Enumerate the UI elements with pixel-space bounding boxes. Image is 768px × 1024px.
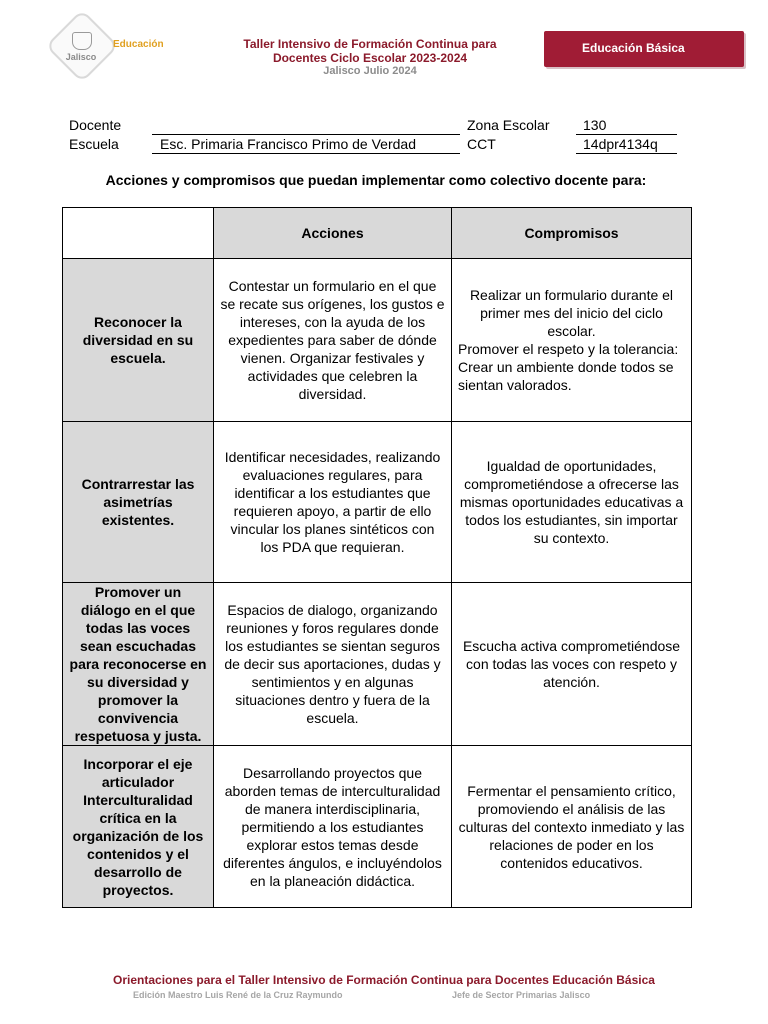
cct-value: 14dpr4134q (583, 136, 658, 152)
row-label: Promover un diálogo en el que todas las voces sean escuchadas para reconocerse en su diversidad y promover la convivencia respetuosa y justa. (63, 583, 214, 746)
row-label: Contrarrestar las asimetrías existentes. (63, 422, 214, 583)
table-row (63, 746, 692, 908)
cct-label: CCT (467, 136, 496, 152)
compromisos-part-a: Realizar un formulario durante el primer mes del inicio del ciclo escolar. (469, 287, 674, 339)
actions-table (62, 207, 692, 908)
escuela-line (152, 153, 460, 154)
table-row (63, 259, 692, 422)
header-title-line1: Taller Intensivo de Formación Continua para (243, 37, 497, 51)
docente-label: Docente (69, 117, 122, 133)
cct-line (576, 153, 677, 154)
header-acciones: Acciones (214, 208, 452, 259)
zona-value: 130 (583, 117, 607, 133)
escuela-label: Escuela (69, 136, 119, 152)
table-row (63, 422, 692, 583)
row-compromisos (452, 259, 692, 422)
logo-text: Jalisco (65, 52, 97, 62)
educacion-label: Educación (113, 39, 164, 50)
docente-line (152, 134, 460, 135)
footer-title: Orientaciones para el Taller Intensivo de Formación Continua para Docentes Educación Básica (113, 973, 655, 987)
table-header-row (63, 208, 692, 259)
zona-line (576, 134, 677, 135)
crest-icon (72, 32, 92, 50)
row-acciones: Contestar un formulario en el que se recate sus orígenes, los gustos e intereses, con la ayuda de los expedientes para saber de dónde vienen. Organizar festivales y actividades que celebren la diversidad. (214, 259, 452, 422)
header-empty-cell (63, 208, 214, 259)
brand-banner (544, 31, 744, 67)
row-label: Incorporar el eje articulador Interculturalidad crítica en la organización de los contenidos y el desarrollo de proyectos. (63, 746, 214, 908)
row-acciones: Espacios de dialogo, organizando reuniones y foros regulares donde los estudiantes se sientan seguros de decir sus aportaciones, dudas y sentimientos y en algunas situaciones dentro y fuera de la escuela. (214, 583, 452, 746)
row-label: Reconocer la diversidad en su escuela. (63, 259, 214, 422)
header-compromisos: Compromisos (452, 208, 692, 259)
section-heading: Acciones y compromisos que puedan implementar como colectivo docente para: (105, 172, 647, 188)
footer-sector: Jefe de Sector Primarias Jalisco (452, 990, 591, 1000)
row-compromisos: Escucha activa comprometiéndose con todas las voces con respeto y atención. (452, 583, 692, 746)
jalisco-logo (50, 14, 112, 76)
row-acciones: Identificar necesidades, realizando evaluaciones regulares, para identificar a los estudiantes que requieren apoyo, a partir de ello vincular los planes sintéticos con los PDA que requieran. (214, 422, 452, 583)
header-subtitle: Jalisco Julio 2024 (323, 65, 417, 77)
brand-label: Educación Básica (582, 41, 685, 55)
row-compromisos: Igualdad de oportunidades, comprometiéndose a ofrecerse las mismas oportunidades educativas a todos los estudiantes, sin importar su contexto. (452, 422, 692, 583)
row-acciones: Desarrollando proyectos que aborden temas de interculturalidad de manera interdisciplinaria, permitiendo a los estudiantes explorar estos temas desde diferentes ángulos, e incluyéndolos en la planeación didáctica. (214, 746, 452, 908)
header-title (215, 37, 525, 65)
compromisos-part-b: Promover el respeto y la tolerancia: Crear un ambiente donde todos se sientan valorados. (458, 341, 679, 393)
footer-editor: Edición Maestro Luis René de la Cruz Raymundo (133, 990, 343, 1000)
row-compromisos: Fermentar el pensamiento crítico, promoviendo el análisis de las culturas del contexto inmediato y las relaciones de poder en los contenidos educativos. (452, 746, 692, 908)
table-row (63, 583, 692, 746)
header-title-line2: Docentes Ciclo Escolar 2023-2024 (272, 51, 468, 65)
zona-label: Zona Escolar (467, 117, 550, 133)
escuela-value: Esc. Primaria Francisco Primo de Verdad (160, 136, 416, 152)
